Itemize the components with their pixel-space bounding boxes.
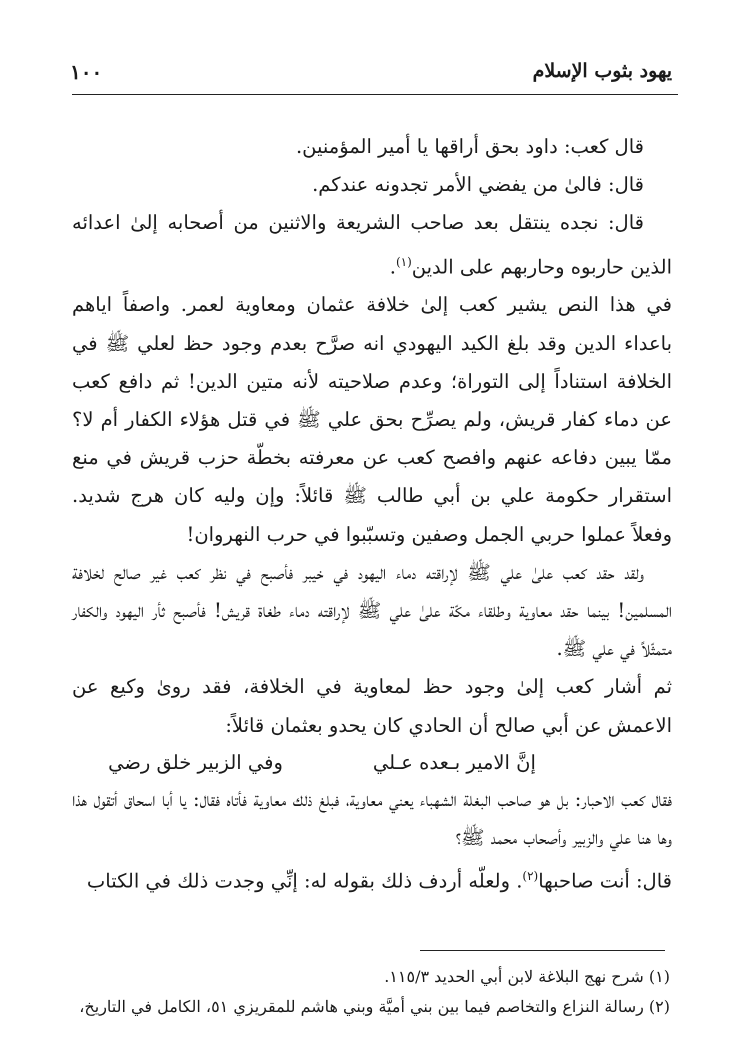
footnote-ref[interactable]: (١)	[395, 254, 412, 269]
paragraph: قال كعب: داود بحق أراقها يا أمير المؤمنين.	[295, 135, 644, 158]
running-head	[70, 60, 672, 90]
body-text	[72, 128, 672, 901]
paragraph: ولقد حقد كعب علىٰ علي ﷺ لإراقته دماء اليهود في خيبر فأصبح في نظر كعب غير صالح لخلافة المسلمين! بينما حقد معاوية وطلقاء مكّة علىٰ علي ﷺ لإراقته دماء طغاة قريش! فأصبح ثأر اليهود والكفار متمثّلاً في علي ﷺ.	[72, 560, 672, 661]
footnote-rule	[420, 950, 665, 951]
verse-first-hemistich: إنَّ الامير بـعده عـلي	[372, 750, 536, 774]
paragraph: في هذا النص يشير كعب إلىٰ خلافة عثمان ومعاوية لعمر. واصفاً اياهم باعداء الدين وقد بلغ الكيد اليهودي انه صرَّح بعدم وجود حظ لعلي ﷺ في الخلافة استناداً إلى التوراة؛ وعدم صلاحيته لأنه متين الدين! ثم دافع كعب عن دماء كفار قريش، ولم يصرِّح بحق علي ﷺ في قتل هؤلاء الكفار أم لا؟ ممّا يبين دفاعه عنهم وافصح كعب عن معرفته بخطّة حزب قريش في منع استقرار حكومة علي بن أبي طالب ﷺ قائلاً: وإن وليه كان هرج شديد. وفعلاً عملوا حربي الجمل وصفين وتسبّبوا في حرب النهروان!	[72, 293, 672, 546]
paragraph-end: .	[389, 255, 396, 279]
footnotes	[72, 962, 670, 1022]
paragraph-text: قال: أنت صاحبها	[538, 869, 672, 893]
page-number: ١٠٠	[70, 60, 103, 84]
paragraph-end: . ولعلّه أردف ذلك بقوله له: إنِّي وجدت ذلك في الكتاب	[86, 869, 523, 893]
header-rule	[72, 94, 678, 95]
footnote: (١) شرح نهج البلاغة لابن أبي الحديد ١١٥/٣.	[384, 967, 670, 986]
poem-verse	[72, 745, 672, 781]
paragraph: ثم أشار كعب إلىٰ وجود حظ لمعاوية في الخلافة، فقد روىٰ وكيع عن الاعمش عن أبي صالح أن الحادي كان يحدو بعثمان قائلاً:	[72, 675, 672, 737]
paragraph	[72, 857, 672, 901]
paragraph: فقال كعب الاحبار: بل هو صاحب البغلة الشهباء يعني معاوية، فبلغ ذلك معاوية فأتاه فقال: يا أبا اسحاق أتقول هذا وها هنا علي والزبير وأصحاب محمد ﷺ؟	[72, 787, 672, 849]
footnote: (٢) رسالة النزاع والتخاصم فيما بين بني أميَّة وبني هاشم للمقريزي ٥١، الكامل في التاريخ،	[79, 997, 670, 1016]
footnote-ref[interactable]: (٢)	[522, 869, 539, 884]
running-title: يهود بثوب الإسلام	[532, 60, 672, 82]
paragraph	[72, 204, 672, 286]
paragraph: قال: فالىٰ من يفضي الأمر تجدونه عندكم.	[312, 173, 644, 197]
paragraph-text: قال: نجده ينتقل بعد صاحب الشريعة والاثنين من أصحابه إلىٰ اعدائه الذين حاربوه وحاربهم على الدين	[72, 211, 672, 279]
verse-second-hemistich: وفي الزبير خلق رضي	[108, 750, 283, 774]
